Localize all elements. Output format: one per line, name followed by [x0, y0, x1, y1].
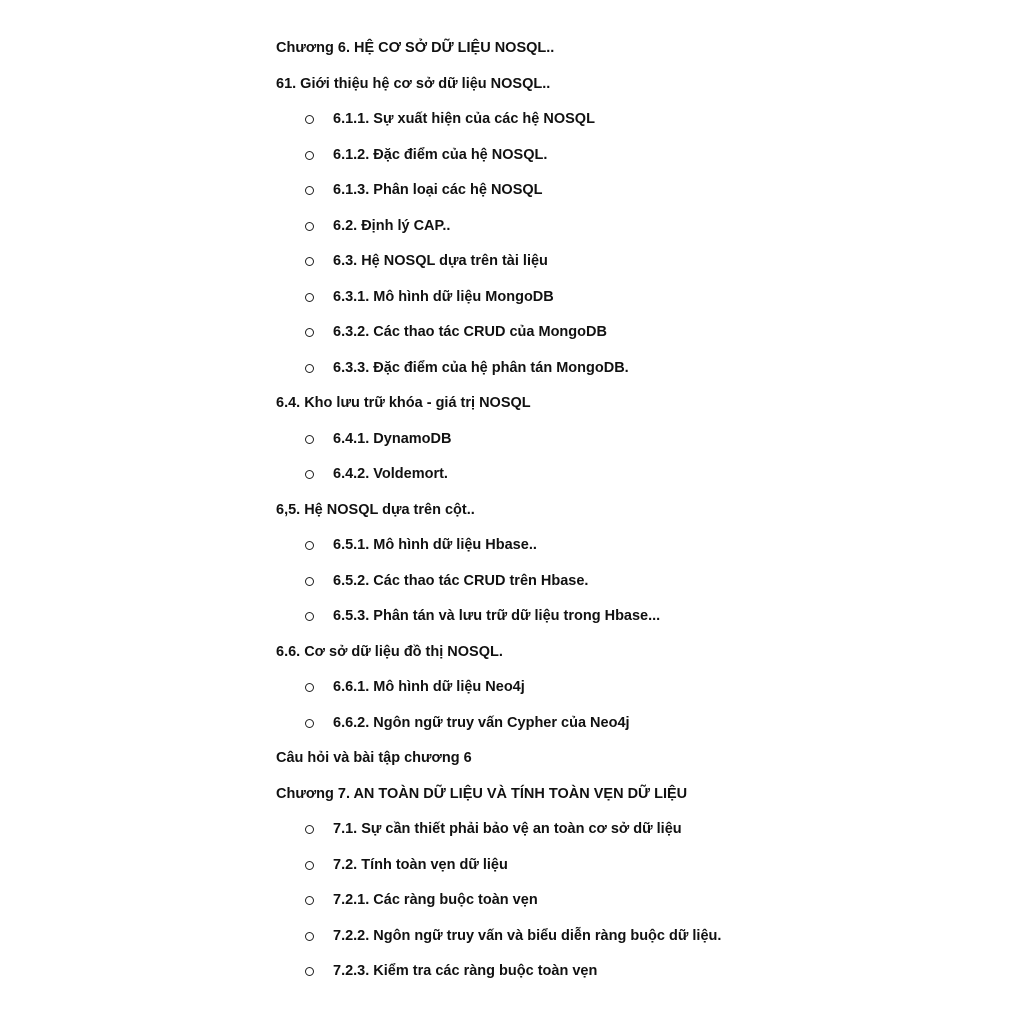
table-of-contents [276, 38, 996, 997]
hollow-circle-bullet-icon [305, 293, 314, 302]
hollow-circle-bullet-icon [305, 825, 314, 834]
toc-entry [276, 393, 996, 429]
toc-entry-text: 61. Giới thiệu hệ cơ sở dữ liệu NOSQL.. [276, 75, 551, 92]
toc-entry [276, 500, 996, 536]
toc-subentry [276, 606, 996, 642]
hollow-circle-bullet-icon [305, 967, 314, 976]
toc-entry-text: 6.1.1. Sự xuất hiện của các hệ NOSQL [333, 111, 595, 127]
toc-entry-text: 7.2.3. Kiểm tra các ràng buộc toàn vẹn [333, 963, 598, 979]
toc-entry-text: 6.6. Cơ sở dữ liệu đồ thị NOSQL. [276, 643, 503, 660]
toc-subentry [276, 464, 996, 500]
toc-entry-text: 7.2. Tính toàn vẹn dữ liệu [333, 856, 508, 873]
toc-entry-text: 6.5.2. Các thao tác CRUD trên Hbase. [333, 572, 589, 589]
hollow-circle-bullet-icon [305, 257, 314, 266]
toc-subentry [276, 855, 996, 891]
toc-subentry [276, 571, 996, 607]
hollow-circle-bullet-icon [305, 612, 314, 621]
toc-entry-text: 7.1. Sự cần thiết phải bảo vệ an toàn cơ sở dữ liệu [333, 821, 682, 837]
hollow-circle-bullet-icon [305, 683, 314, 692]
toc-subentry [276, 322, 996, 358]
toc-subentry [276, 819, 996, 855]
toc-entry [276, 784, 996, 820]
toc-entry-text: 6.2. Định lý CAP.. [333, 217, 451, 234]
toc-entry-text: 7.2.1. Các ràng buộc toàn vẹn [333, 892, 538, 908]
toc-entry-text: 6.3.3. Đặc điểm của hệ phân tán MongoDB. [333, 359, 629, 376]
toc-entry-text: 6.3. Hệ NOSQL dựa trên tài liệu [333, 253, 548, 269]
hollow-circle-bullet-icon [305, 861, 314, 870]
hollow-circle-bullet-icon [305, 541, 314, 550]
toc-subentry [276, 535, 996, 571]
toc-entry-text: Câu hỏi và bài tập chương 6 [276, 750, 472, 766]
toc-subentry [276, 961, 996, 997]
toc-subentry [276, 251, 996, 287]
toc-subentry [276, 109, 996, 145]
toc-entry-text: Chương 6. HỆ CƠ SỞ DỮ LIỆU NOSQL.. [276, 40, 555, 56]
toc-subentry [276, 429, 996, 465]
toc-entry-text: 6.6.2. Ngôn ngữ truy vấn Cypher của Neo4j [333, 714, 630, 731]
toc-subentry [276, 926, 996, 962]
toc-subentry [276, 145, 996, 181]
hollow-circle-bullet-icon [305, 222, 314, 231]
toc-entry-text: 6,5. Hệ NOSQL dựa trên cột.. [276, 501, 475, 518]
hollow-circle-bullet-icon [305, 186, 314, 195]
toc-entry-text: Chương 7. AN TOÀN DỮ LIỆU VÀ TÍNH TOÀN VẸN DỮ LIỆU [276, 785, 688, 802]
hollow-circle-bullet-icon [305, 115, 314, 124]
toc-subentry [276, 890, 996, 926]
toc-entry-text: 6.3.1. Mô hình dữ liệu MongoDB [333, 288, 554, 305]
hollow-circle-bullet-icon [305, 364, 314, 373]
toc-entry [276, 74, 996, 110]
toc-entry [276, 642, 996, 678]
hollow-circle-bullet-icon [305, 470, 314, 479]
toc-entry [276, 748, 996, 784]
toc-entry-text: 6.4. Kho lưu trữ khóa - giá trị NOSQL [276, 395, 531, 411]
hollow-circle-bullet-icon [305, 328, 314, 337]
toc-subentry [276, 216, 996, 252]
toc-entry-text: 6.4.1. DynamoDB [333, 430, 452, 447]
toc-entry-text: 6.5.3. Phân tán và lưu trữ dữ liệu trong Hbase... [333, 608, 661, 624]
hollow-circle-bullet-icon [305, 719, 314, 728]
toc-entry [276, 38, 996, 74]
toc-entry-text: 6.5.1. Mô hình dữ liệu Hbase.. [333, 537, 537, 553]
toc-subentry [276, 713, 996, 749]
toc-entry-text: 7.2.2. Ngôn ngữ truy vấn và biểu diễn ràng buộc dữ liệu. [333, 927, 722, 944]
toc-subentry [276, 358, 996, 394]
toc-entry-text: 6.4.2. Voldemort. [333, 466, 448, 482]
toc-subentry [276, 677, 996, 713]
hollow-circle-bullet-icon [305, 435, 314, 444]
hollow-circle-bullet-icon [305, 577, 314, 586]
toc-entry-text: 6.1.3. Phân loại các hệ NOSQL [333, 182, 543, 198]
toc-entry-text: 6.6.1. Mô hình dữ liệu Neo4j [333, 679, 525, 695]
hollow-circle-bullet-icon [305, 896, 314, 905]
hollow-circle-bullet-icon [305, 151, 314, 160]
toc-entry-text: 6.1.2. Đặc điểm của hệ NOSQL. [333, 146, 548, 163]
hollow-circle-bullet-icon [305, 932, 314, 941]
toc-entry-text: 6.3.2. Các thao tác CRUD của MongoDB [333, 324, 607, 340]
toc-subentry [276, 180, 996, 216]
toc-subentry [276, 287, 996, 323]
